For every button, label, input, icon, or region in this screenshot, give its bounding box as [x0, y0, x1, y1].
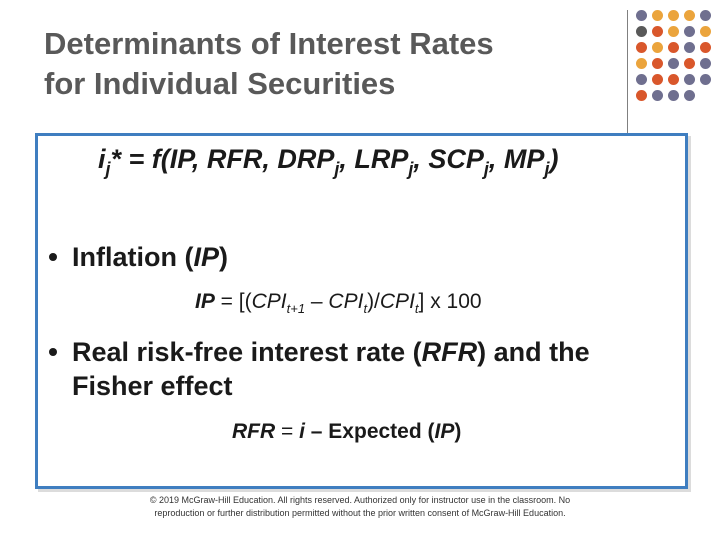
equation-subscript-lrp: j [408, 159, 414, 179]
decor-dot [668, 74, 679, 85]
decor-dot [636, 42, 647, 53]
equation-body: * = f(IP, RFR, DRP [110, 144, 335, 174]
decor-dot [668, 10, 679, 21]
decorative-dot-grid [636, 10, 716, 110]
equation-lhs: i [98, 144, 106, 174]
equation-subscript-mp: j [544, 159, 550, 179]
decor-dot [668, 42, 679, 53]
decor-dot [668, 26, 679, 37]
decor-dot [700, 42, 711, 53]
decor-dot [636, 58, 647, 69]
decor-dot [652, 74, 663, 85]
decor-dot [636, 26, 647, 37]
bullet-inflation: Inflation (IP) [72, 242, 228, 272]
decor-dot [652, 10, 663, 21]
title-line-2: for Individual Securities [44, 66, 396, 101]
decor-dot [652, 58, 663, 69]
decor-dot [684, 10, 695, 21]
copyright-notice [110, 494, 610, 520]
bullet-dot-inflation [49, 253, 57, 261]
equation-subscript-scp: j [483, 159, 489, 179]
decor-dot [684, 74, 695, 85]
decor-dot [652, 42, 663, 53]
decor-dot [652, 26, 663, 37]
interest-rate-equation [98, 142, 658, 179]
copyright-line-1: © 2019 McGraw-Hill Education. All rights reserved. Authorized only for instructor use in the classroom. No [149, 495, 571, 505]
decor-dot [668, 90, 679, 101]
bullet-rfr-line-2: Fisher effect [72, 371, 233, 401]
decor-dot [700, 58, 711, 69]
decor-dot [700, 26, 711, 37]
copyright-line-2: reproduction or further distribution permitted without the prior written consent of McGraw-Hill Education. [154, 508, 566, 518]
equation-scp: , SCP [413, 144, 484, 174]
title-divider [627, 10, 628, 134]
decor-dot [700, 74, 711, 85]
slide-title [44, 24, 604, 104]
decor-dot [684, 42, 695, 53]
decor-dot [668, 58, 679, 69]
title-line-1: Determinants of Interest Rates [44, 26, 494, 61]
equation-lrp: , LRP [339, 144, 409, 174]
bullet-rfr: Real risk-free interest rate (RFR) and the Fisher effect [72, 337, 590, 401]
decor-dot [684, 58, 695, 69]
bullet-dot-rfr [49, 348, 57, 356]
equation-lhs-subscript: j [105, 159, 111, 179]
rfr-formula: RFR = i – Expected (IP) [232, 420, 462, 443]
decor-dot [684, 90, 695, 101]
equation-mp: , MP [488, 144, 545, 174]
decor-dot [636, 10, 647, 21]
decor-dot [636, 74, 647, 85]
decor-dot [652, 90, 663, 101]
equation-close: ) [549, 144, 559, 174]
inflation-formula: IP = $[(CPI_{t+1} - CPI_t)/CPI_t]$ x 100 [195, 290, 482, 316]
equation-subscript-drp: j [334, 159, 340, 179]
decor-dot [636, 90, 647, 101]
decor-dot [700, 10, 711, 21]
decor-dot [684, 26, 695, 37]
